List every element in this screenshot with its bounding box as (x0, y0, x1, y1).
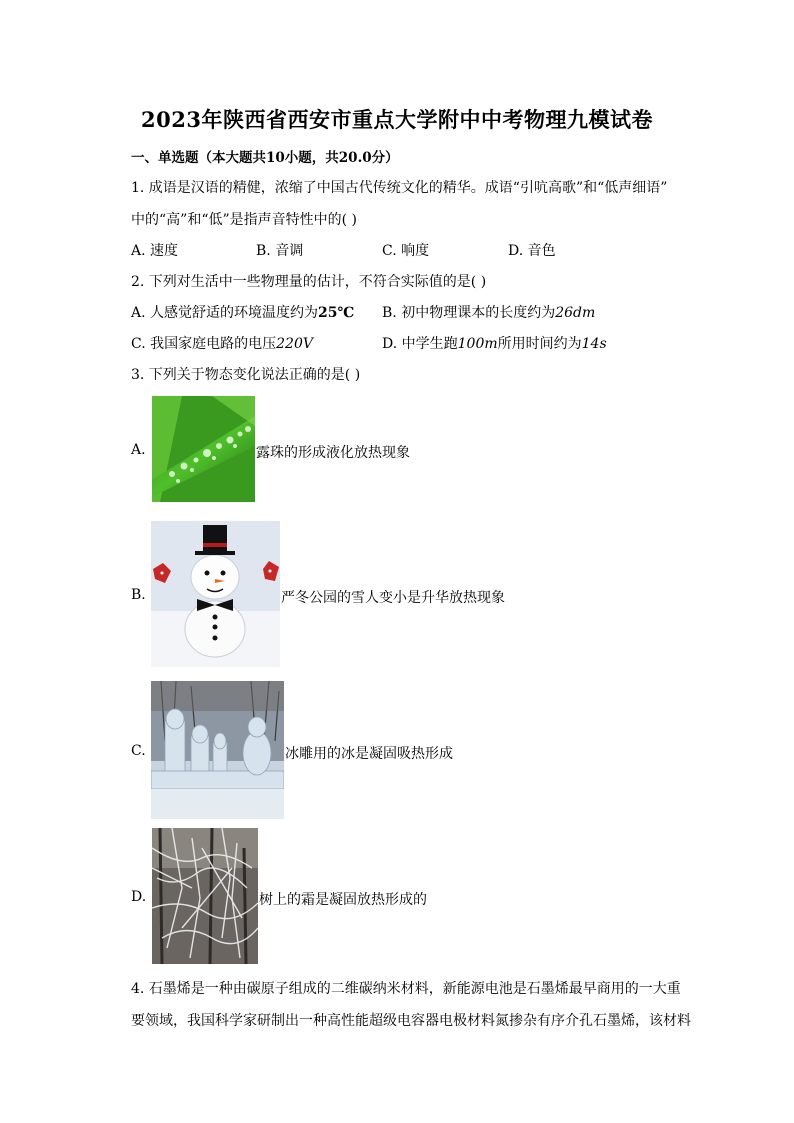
q3-option-c-label: C. (131, 743, 146, 759)
q2-option-d-text2: 所用时间约为 (497, 336, 582, 352)
q2-option-c (131, 333, 313, 353)
frost-image (152, 828, 258, 964)
q3-option-a-caption: 露珠的形成液化放热现象 (256, 445, 410, 461)
q2-option-d-value1: 100m (457, 336, 498, 352)
q2-option-b (382, 302, 595, 322)
q3-option-a-label: A. (131, 442, 146, 458)
section-heading: 一、单选题（本大题共10小题，共20.0分） (131, 150, 399, 166)
q2-option-d-text1: D. 中学生跑 (382, 336, 458, 352)
q2-option-b-text: B. 初中物理课本的长度约为 (382, 305, 556, 321)
q3-stem: 3. 下列关于物态变化说法正确的是( ) (131, 367, 361, 383)
q3-option-d-label: D. (131, 889, 147, 905)
q4-stem-line2: 要领域，我国科学家研制出一种高性能超级电容器电极材料氮掺杂有序介孔石墨烯，该材料 (131, 1013, 691, 1029)
q1-option-c: C. 响度 (382, 243, 430, 259)
q1-stem-line2: 中的“高”和“低”是指声音特性中的( ) (131, 212, 358, 228)
q2-option-a-text: A. 人感觉舒适的环境温度约为 (131, 305, 319, 321)
q3-option-b-caption: 严冬公园的雪人变小是升华放热现象 (281, 590, 505, 606)
snowman-image (151, 521, 280, 667)
q4-stem-line1: 4. 石墨烯是一种由碳原子组成的二维碳纳米材料，新能源电池是石墨烯最早商用的一大重 (131, 981, 681, 997)
q3-option-b-label: B. (131, 587, 146, 603)
q1-option-d: D. 音色 (508, 243, 556, 259)
q1-stem-line1: 1. 成语是汉语的精健，浓缩了中国古代传统文化的精华。成语“引吭高歌”和“低声细语” (131, 180, 668, 196)
q2-stem: 2. 下列对生活中一些物理量的估计，不符合实际值的是( ) (131, 274, 487, 290)
dewdrops-image (152, 396, 255, 502)
q2-option-d-value2: 14s (581, 336, 607, 352)
q2-option-a-value: 25℃ (318, 305, 355, 321)
q2-option-d (382, 333, 607, 353)
q2-option-c-value: 220V (276, 336, 313, 352)
q3-option-d-caption: 树上的霜是凝固放热形成的 (259, 892, 427, 908)
q1-option-b: B. 音调 (256, 243, 304, 259)
q3-option-c-caption: 冰雕用的冰是凝固吸热形成 (285, 746, 453, 762)
q2-option-a (131, 302, 354, 322)
page-title: 2023年陕西省西安市重点大学附中中考物理九模试卷 (141, 107, 653, 132)
q1-option-a: A. 速度 (131, 243, 179, 259)
ice-sculpture-image (151, 681, 284, 819)
q2-option-c-text: C. 我国家庭电路的电压 (131, 336, 277, 352)
q2-option-b-value: 26dm (555, 305, 596, 321)
